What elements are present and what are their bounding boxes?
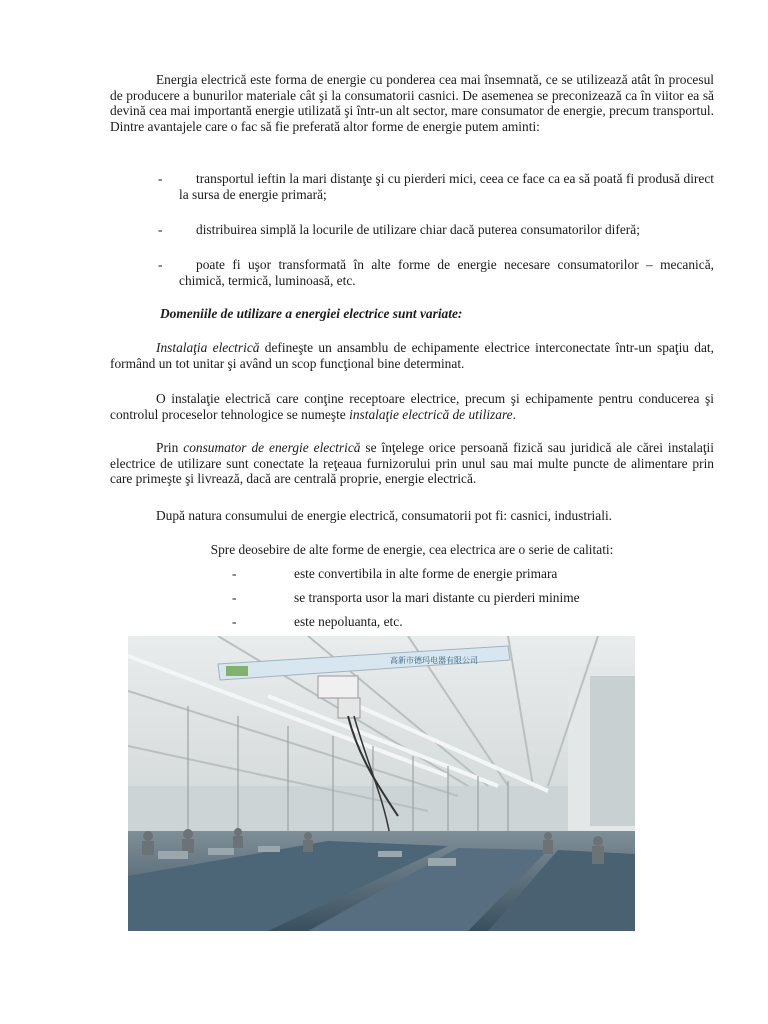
term-instalatie: Instalaţia electrică xyxy=(156,340,260,355)
calitati-paragraph: Spre deosebire de alte forme de energie, cea electrica are o serie de calitati: xyxy=(210,542,614,557)
natura-paragraph: După natura consumului de energie electrică, consumatorii pot fi: casnici, industriali. xyxy=(156,508,613,523)
utilizare-text: O instalaţie electrică care conţine receptoare electrice, precum şi echipamente pentru conducerea şi controlul proceselor tehnologice se numeşte xyxy=(110,391,714,422)
consumator-paragraph xyxy=(110,440,714,487)
consumator-start: Prin xyxy=(156,440,184,455)
list-dash: - xyxy=(232,590,237,605)
term-consumator: consumator de energie electrică xyxy=(183,440,361,455)
advantage-text: transportul ieftin la mari distanţe şi cu pierderi mici, ceea ce face ca ea să poată fi produsă direct la sursa de energie primară; xyxy=(179,171,714,202)
utilizare-paragraph xyxy=(110,391,714,422)
instalatie-paragraph xyxy=(110,340,714,371)
advantage-text: distribuirea simplă la locurile de utilizare chiar dacă puterea consumatorilor diferă; xyxy=(196,222,640,237)
list-dash: - xyxy=(232,566,237,581)
list-dash: - xyxy=(158,222,163,237)
utilizare-end: . xyxy=(512,406,516,422)
quality-text: se transporta usor la mari distante cu pierderi minime xyxy=(294,590,580,605)
instalatie-definition: defineşte un ansamblu de echipamente electrice interconectate într-un spaţiu dat, formând un tot unitar şi având un scop funcţional bine determinat. xyxy=(110,340,714,371)
factory-photo-illustration xyxy=(128,636,635,931)
section-heading: Domeniile de utilizare a energiei electrice sunt variate: xyxy=(160,306,463,321)
term-utilizare: instalaţie electrică de utilizare xyxy=(349,406,513,422)
quality-text: este nepoluanta, etc. xyxy=(294,614,403,629)
factory-photo xyxy=(128,636,635,931)
consumator-definition: se înţelege orice persoană fizică sau juridică ale cărei instalaţii electrice de utilizare sunt conectate la reţeaua furnizorului prin unul sau mai multe puncte de alimentare prin care primeşte şi livrează, dacă are centrală proprie, energie electrică. xyxy=(110,440,714,487)
advantage-text: poate fi uşor transformată în alte forme de energie necesare consumatorilor – mecanică, chimică, termică, luminoasă, etc. xyxy=(179,257,714,288)
quality-text: este convertibila in alte forme de energie primara xyxy=(294,566,558,581)
intro-paragraph: Energia electrică este forma de energie cu ponderea cea mai însemnată, ce se utilizează atât în procesul de producere a bunurilor materiale cât şi la consumatorii casnici. De asemenea se preconizează ca în viitor ea să devină cea mai importantă energie utilizată şi într-un alt sector, mare consumator de energie, precum transportul. Dintre avantajele care o fac să fie preferată altor forme de energie putem aminti: xyxy=(110,72,714,134)
list-dash: - xyxy=(158,171,163,186)
list-dash: - xyxy=(158,257,163,272)
list-dash: - xyxy=(232,614,237,629)
banner-text: 高新市德玛电器有限公司 xyxy=(390,656,478,665)
